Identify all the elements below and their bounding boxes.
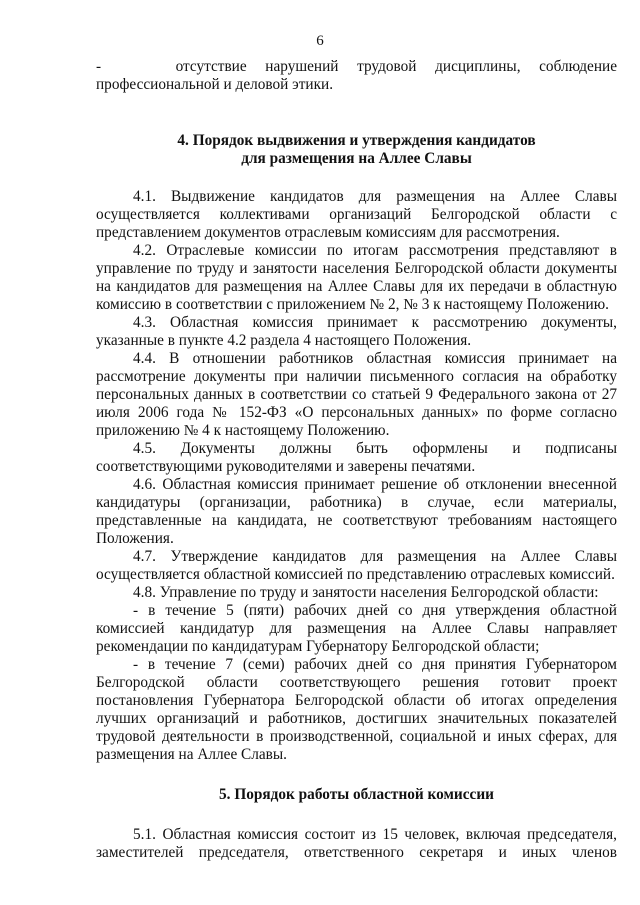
paragraph-4-4: 4.4. В отношении работников областная комиссия принимает на рассмотрение документы при наличии письменного согласия на обработку персональных данных в соответствии со статьей 9 Федерального закона от 27 июля 2006 года № 152-ФЗ «О персональных данных» по форме согласно приложению № 4 к настоящему Положению. <box>96 350 617 439</box>
paragraph-4-7: 4.7. Утверждение кандидатов для размещения на Аллее Славы осуществляется областной комиссией по представлению отраслевых комиссий. <box>96 548 617 583</box>
paragraph-4-1: 4.1. Выдвижение кандидатов для размещения на Аллее Славы осуществляется коллективами организаций Белгородской области с представлением документов отраслевым комиссиям для рассмотрения. <box>96 188 617 241</box>
paragraph-4-8-item-1: - в течение 5 (пяти) рабочих дней со дня утверждения областной комиссией кандидатур для размещения на Аллее Славы направляет рекомендации по кандидатурам Губернатору Белгородской области; <box>96 602 617 655</box>
section-4-title-line-2: для размещения на Аллее Славы <box>241 150 472 167</box>
page-number: 6 <box>316 33 324 49</box>
paragraph-4-2: 4.2. Отраслевые комиссии по итогам рассмотрения представляют в управление по труду и занятости населения Белгородской области документы на кандидатов для размещения на Аллее Славы для их передачи в областную комиссию в соответствии с приложением № 2, № 3 к настоящему Положению. <box>96 242 617 313</box>
section-4-heading <box>96 132 617 168</box>
intro-list-item: - отсутствие нарушений трудовой дисциплины, соблюдение профессиональной и деловой этики. <box>96 58 617 93</box>
document-body <box>96 58 617 862</box>
paragraph-4-5: 4.5. Документы должны быть оформлены и подписаны соответствующими руководителями и заверены печатями. <box>96 440 617 475</box>
paragraph-5-1: 5.1. Областная комиссия состоит из 15 человек, включая председателя, заместителей председателя, ответственного секретаря и иных членов <box>96 826 617 861</box>
paragraph-4-8-item-2: - в течение 7 (семи) рабочих дней со дня принятия Губернатором Белгородской области соответствующего решения готовит проект постановления Губернатора Белгородской области об итогах определения лучших организаций и работников, достигших значительных показателей трудовой деятельности в производственной, социальной и иных сферах, для размещения на Аллее Славы. <box>96 656 617 763</box>
paragraph-4-6: 4.6. Областная комиссия принимает решение об отклонении внесенной кандидатуры (организации, работника) в случае, если материалы, представленные на кандидата, не соответствуют требованиям настоящего Положения. <box>96 476 617 547</box>
section-5-title: 5. Порядок работы областной комиссии <box>219 786 494 803</box>
paragraph-4-8: 4.8. Управление по труду и занятости населения Белгородской области: <box>133 584 599 601</box>
section-4-title-line-1: 4. Порядок выдвижения и утверждения кандидатов <box>177 132 536 149</box>
paragraph-4-3: 4.3. Областная комиссия принимает к рассмотрению документы, указанные в пункте 4.2 раздела 4 настоящего Положения. <box>96 314 617 349</box>
